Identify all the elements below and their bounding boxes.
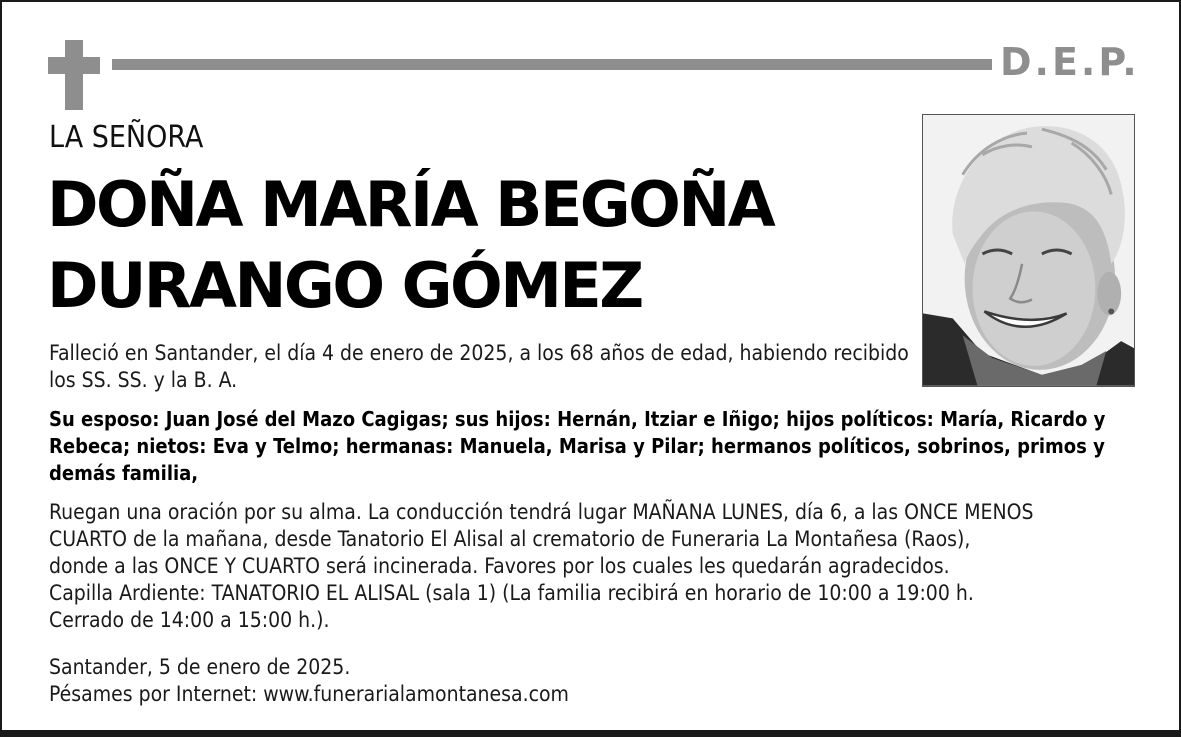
ceremony-line: Ruegan una oración por su alma. La conducción tendrá lugar MAÑANA LUNES, día 6, a las ONCE MENOS xyxy=(49,500,1034,524)
condolences-website: Pésames por Internet: www.funerarialamontanesa.com xyxy=(49,682,569,706)
honorific: LA SEÑORA xyxy=(49,120,204,155)
header-rule xyxy=(112,59,992,70)
ceremony-line: Capilla Ardiente: TANATORIO EL ALISAL (sala 1) (La familia recibirá en horario de 10:00 a 19:00 h. xyxy=(49,581,974,605)
cross-icon xyxy=(48,40,100,110)
ceremony-details xyxy=(49,499,1139,634)
family-list: Su esposo: Juan José del Mazo Cagigas; sus hijos: Hernán, Itziar e Iñigo; hijos políticos: María, Ricardo y Rebeca; nietos: Eva y Telmo; hermanas: Manuela, Marisa y Pilar; hermanos políticos, sobrinos, primos y demás familia, xyxy=(49,407,1106,485)
ceremony-line: CUARTO de la mañana, desde Tanatorio El Alisal al crematorio de Funeraria La Montañesa (Raos), xyxy=(49,527,971,551)
ceremony-line: donde a las ONCE Y CUARTO será incinerada. Favores por los cuales les quedarán agradecidos. xyxy=(49,554,950,578)
closing-block xyxy=(49,654,1139,708)
deceased-name-line1: DOÑA MARÍA BEGOÑA xyxy=(47,168,774,241)
deceased-name-line2: DURANGO GÓMEZ xyxy=(47,249,642,322)
death-notice-text: Falleció en Santander, el día 4 de enero de 2025, a los 68 años de edad, habiendo recibido los SS. SS. y la B. A. xyxy=(49,341,909,392)
place-date: Santander, 5 de enero de 2025. xyxy=(49,655,351,679)
dep-heading: D.E.P. xyxy=(1000,40,1140,84)
portrait-photo xyxy=(922,114,1135,387)
ceremony-line: Cerrado de 14:00 a 15:00 h.). xyxy=(49,608,330,632)
